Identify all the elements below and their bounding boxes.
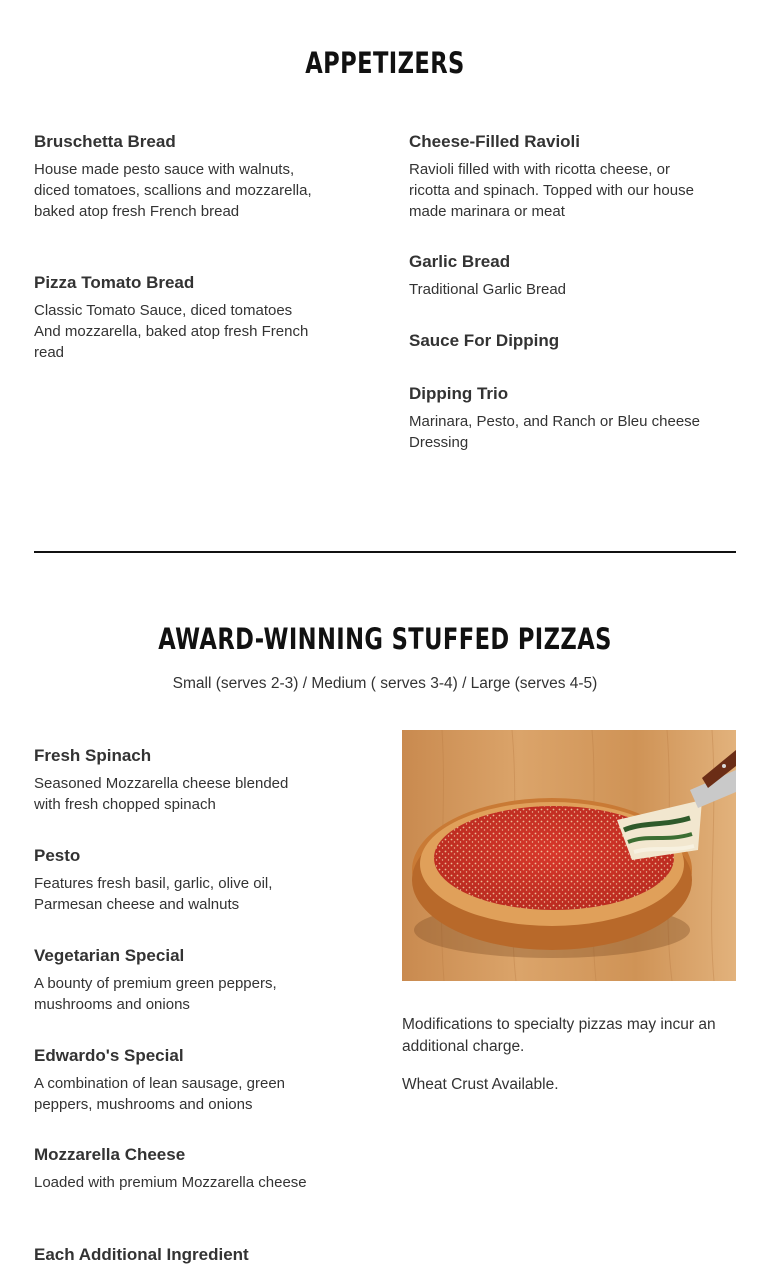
menu-item-description: Features fresh basil, garlic, olive oil, Parmesan cheese and walnuts xyxy=(34,875,273,913)
menu-item xyxy=(34,273,319,363)
menu-item xyxy=(34,746,319,815)
menu-item-name: Garlic Bread xyxy=(409,252,511,271)
menu-item-description: Ravioli filled with with ricotta cheese, or ricotta and spinach. Topped with our house made marinara or meat xyxy=(409,161,694,220)
menu-item-description: A bounty of premium green peppers, mushrooms and onions xyxy=(34,975,277,1013)
wheat-crust-note: Wheat Crust Available. xyxy=(402,1076,559,1093)
section-divider xyxy=(34,551,736,553)
menu-item-description: Traditional Garlic Bread xyxy=(409,281,567,298)
menu-item xyxy=(34,1046,319,1115)
menu-item-description: A combination of lean sausage, green peppers, mushrooms and onions xyxy=(34,1075,286,1113)
menu-item-name: Pesto xyxy=(34,846,81,865)
menu-item-description: Marinara, Pesto, and Ranch or Bleu cheese Dressing xyxy=(409,413,700,451)
menu-item-description: House made pesto sauce with walnuts, diced tomatoes, scallions and mozzarella, baked atop fresh French bread xyxy=(34,161,312,220)
menu-item-name: Each Additional Ingredient xyxy=(34,1245,249,1264)
menu-item xyxy=(34,946,319,1015)
menu-item-name: Sauce For Dipping xyxy=(409,331,560,350)
modification-note: Modifications to specialty pizzas may incur an additional charge. xyxy=(402,1016,716,1055)
menu-item-name: Dipping Trio xyxy=(409,384,509,403)
menu-item xyxy=(409,331,709,358)
menu-item-name: Edwardo's Special xyxy=(34,1046,184,1065)
menu-item xyxy=(409,384,709,453)
menu-item-name: Mozzarella Cheese xyxy=(34,1145,186,1164)
stuffed-pizza-photo xyxy=(402,730,736,981)
menu-item-name: Bruschetta Bread xyxy=(34,132,176,151)
menu-item xyxy=(409,132,709,222)
pizzas-heading: AWARD-WINNING STUFFED PIZZAS xyxy=(158,622,612,656)
menu-item-description: Classic Tomato Sauce, diced tomatoes And mozzarella, baked atop fresh French read xyxy=(34,302,309,361)
menu-item-name: Fresh Spinach xyxy=(34,746,152,765)
menu-item-name: Pizza Tomato Bread xyxy=(34,273,195,292)
menu-item-description: Seasoned Mozzarella cheese blended with fresh chopped spinach xyxy=(34,775,289,813)
appetizers-heading: APPETIZERS xyxy=(305,46,465,80)
size-options: Small (serves 2-3) / Medium ( serves 3-4) / Large (serves 4-5) xyxy=(172,675,598,692)
menu-item xyxy=(34,132,319,222)
menu-item xyxy=(409,252,709,300)
menu-item xyxy=(34,846,319,915)
menu-item xyxy=(34,1145,319,1193)
menu-item-description: Loaded with premium Mozzarella cheese xyxy=(34,1174,307,1191)
menu-item-name: Vegetarian Special xyxy=(34,946,185,965)
menu-item-name: Cheese-Filled Ravioli xyxy=(409,132,580,151)
menu-item xyxy=(34,1245,319,1272)
